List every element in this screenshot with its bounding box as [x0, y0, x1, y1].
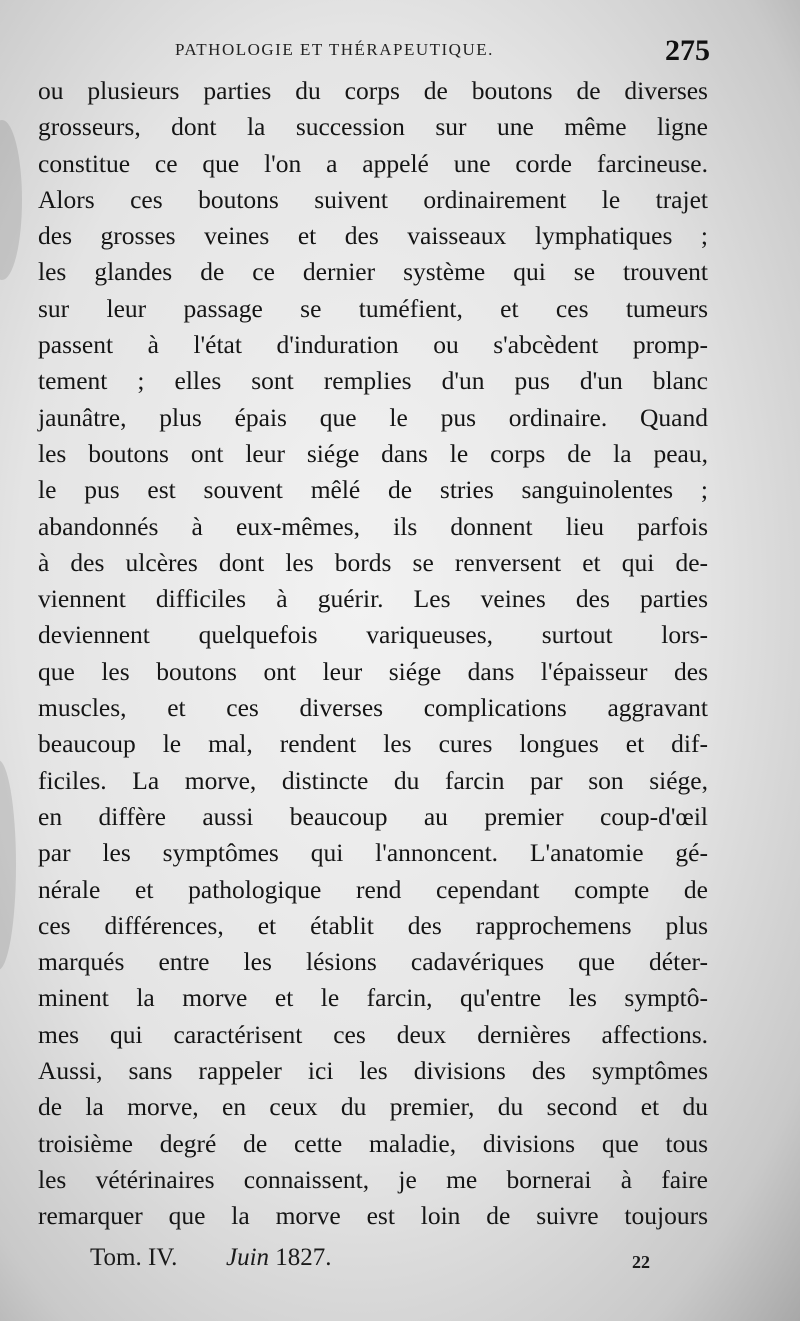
text-line: Alors ces boutons suivent ordinairement le trajet — [38, 184, 708, 214]
text-line: Aussi, sans rappeler ici les divisions des symptômes — [38, 1056, 708, 1086]
text-line: sur leur passage se tuméfient, et ces tumeurs — [38, 293, 708, 323]
text-line: les boutons ont leur siége dans le corps de la peau, — [38, 438, 708, 468]
text-line: à des ulcères dont les bords se renversent et qui de- — [38, 547, 708, 577]
text-line: mes qui caractérisent ces deux dernières affections. — [38, 1019, 708, 1049]
text-line: passent à l'état d'induration ou s'abcèdent promp- — [38, 330, 708, 360]
text-line: deviennent quelquefois variqueuses, surtout lors- — [38, 620, 708, 650]
text-line: beaucoup le mal, rendent les cures longues et dif- — [38, 729, 708, 759]
text-line: muscles, et ces diverses complications aggravant — [38, 693, 708, 723]
issue-date — [226, 1244, 332, 1272]
text-line: jaunâtre, plus épais que le pus ordinaire. Quand — [38, 402, 708, 432]
volume-label: Tom. IV. — [90, 1244, 178, 1271]
text-line: ficiles. La morve, distincte du farcin par son siége, — [38, 765, 708, 795]
text-line: ou plusieurs parties du corps de boutons de diverses — [38, 76, 708, 105]
text-line: remarquer que la morve est loin de suivre toujours — [38, 1201, 708, 1231]
text-line: ces différences, et établit des rapprochemens plus — [38, 910, 708, 940]
paper-stain — [0, 120, 22, 280]
text-line: constitue ce que l'on a appelé une corde farcineuse. — [38, 148, 708, 178]
text-line: en diffère aussi beaucoup au premier coup-d'œil — [38, 801, 708, 831]
issue-year: 1827. — [275, 1244, 332, 1271]
text-line: viennent difficiles à guérir. Les veines des parties — [38, 584, 708, 614]
running-title: PATHOLOGIE ET THÉRAPEUTIQUE. — [175, 40, 494, 59]
text-line: abandonnés à eux-mêmes, ils donnent lieu parfois — [38, 511, 708, 541]
text-line: troisième degré de cette maladie, divisions que tous — [38, 1128, 708, 1158]
text-line: le pus est souvent mêlé de stries sanguinolentes ; — [38, 475, 708, 505]
text-line: par les symptômes qui l'annoncent. L'anatomie gé- — [38, 838, 708, 868]
text-line: marqués entre les lésions cadavériques que déter- — [38, 947, 708, 977]
text-line: tement ; elles sont remplies d'un pus d'un blanc — [38, 366, 708, 396]
text-line: que les boutons ont leur siége dans l'épaisseur des — [38, 656, 708, 686]
text-line: de la morve, en ceux du premier, du second et du — [38, 1092, 708, 1122]
text-line: les glandes de ce dernier système qui se trouvent — [38, 257, 708, 287]
text-line: nérale et pathologique rend cependant compte de — [38, 874, 708, 904]
issue-month: Juin — [226, 1244, 270, 1271]
body-text — [38, 73, 708, 1235]
page-number: 275 — [665, 34, 710, 67]
text-line: des grosses veines et des vaisseaux lymphatiques ; — [38, 221, 708, 251]
signature-mark: 22 — [632, 1252, 650, 1272]
page-footer — [90, 1244, 650, 1280]
running-header — [40, 34, 710, 74]
paper-stain — [0, 760, 16, 970]
text-line: minent la morve et le farcin, qu'entre les symptô- — [38, 983, 708, 1013]
text-line: grosseurs, dont la succession sur une même ligne — [38, 112, 708, 142]
text-line: les vétérinaires connaissent, je me bornerai à faire — [38, 1164, 708, 1194]
